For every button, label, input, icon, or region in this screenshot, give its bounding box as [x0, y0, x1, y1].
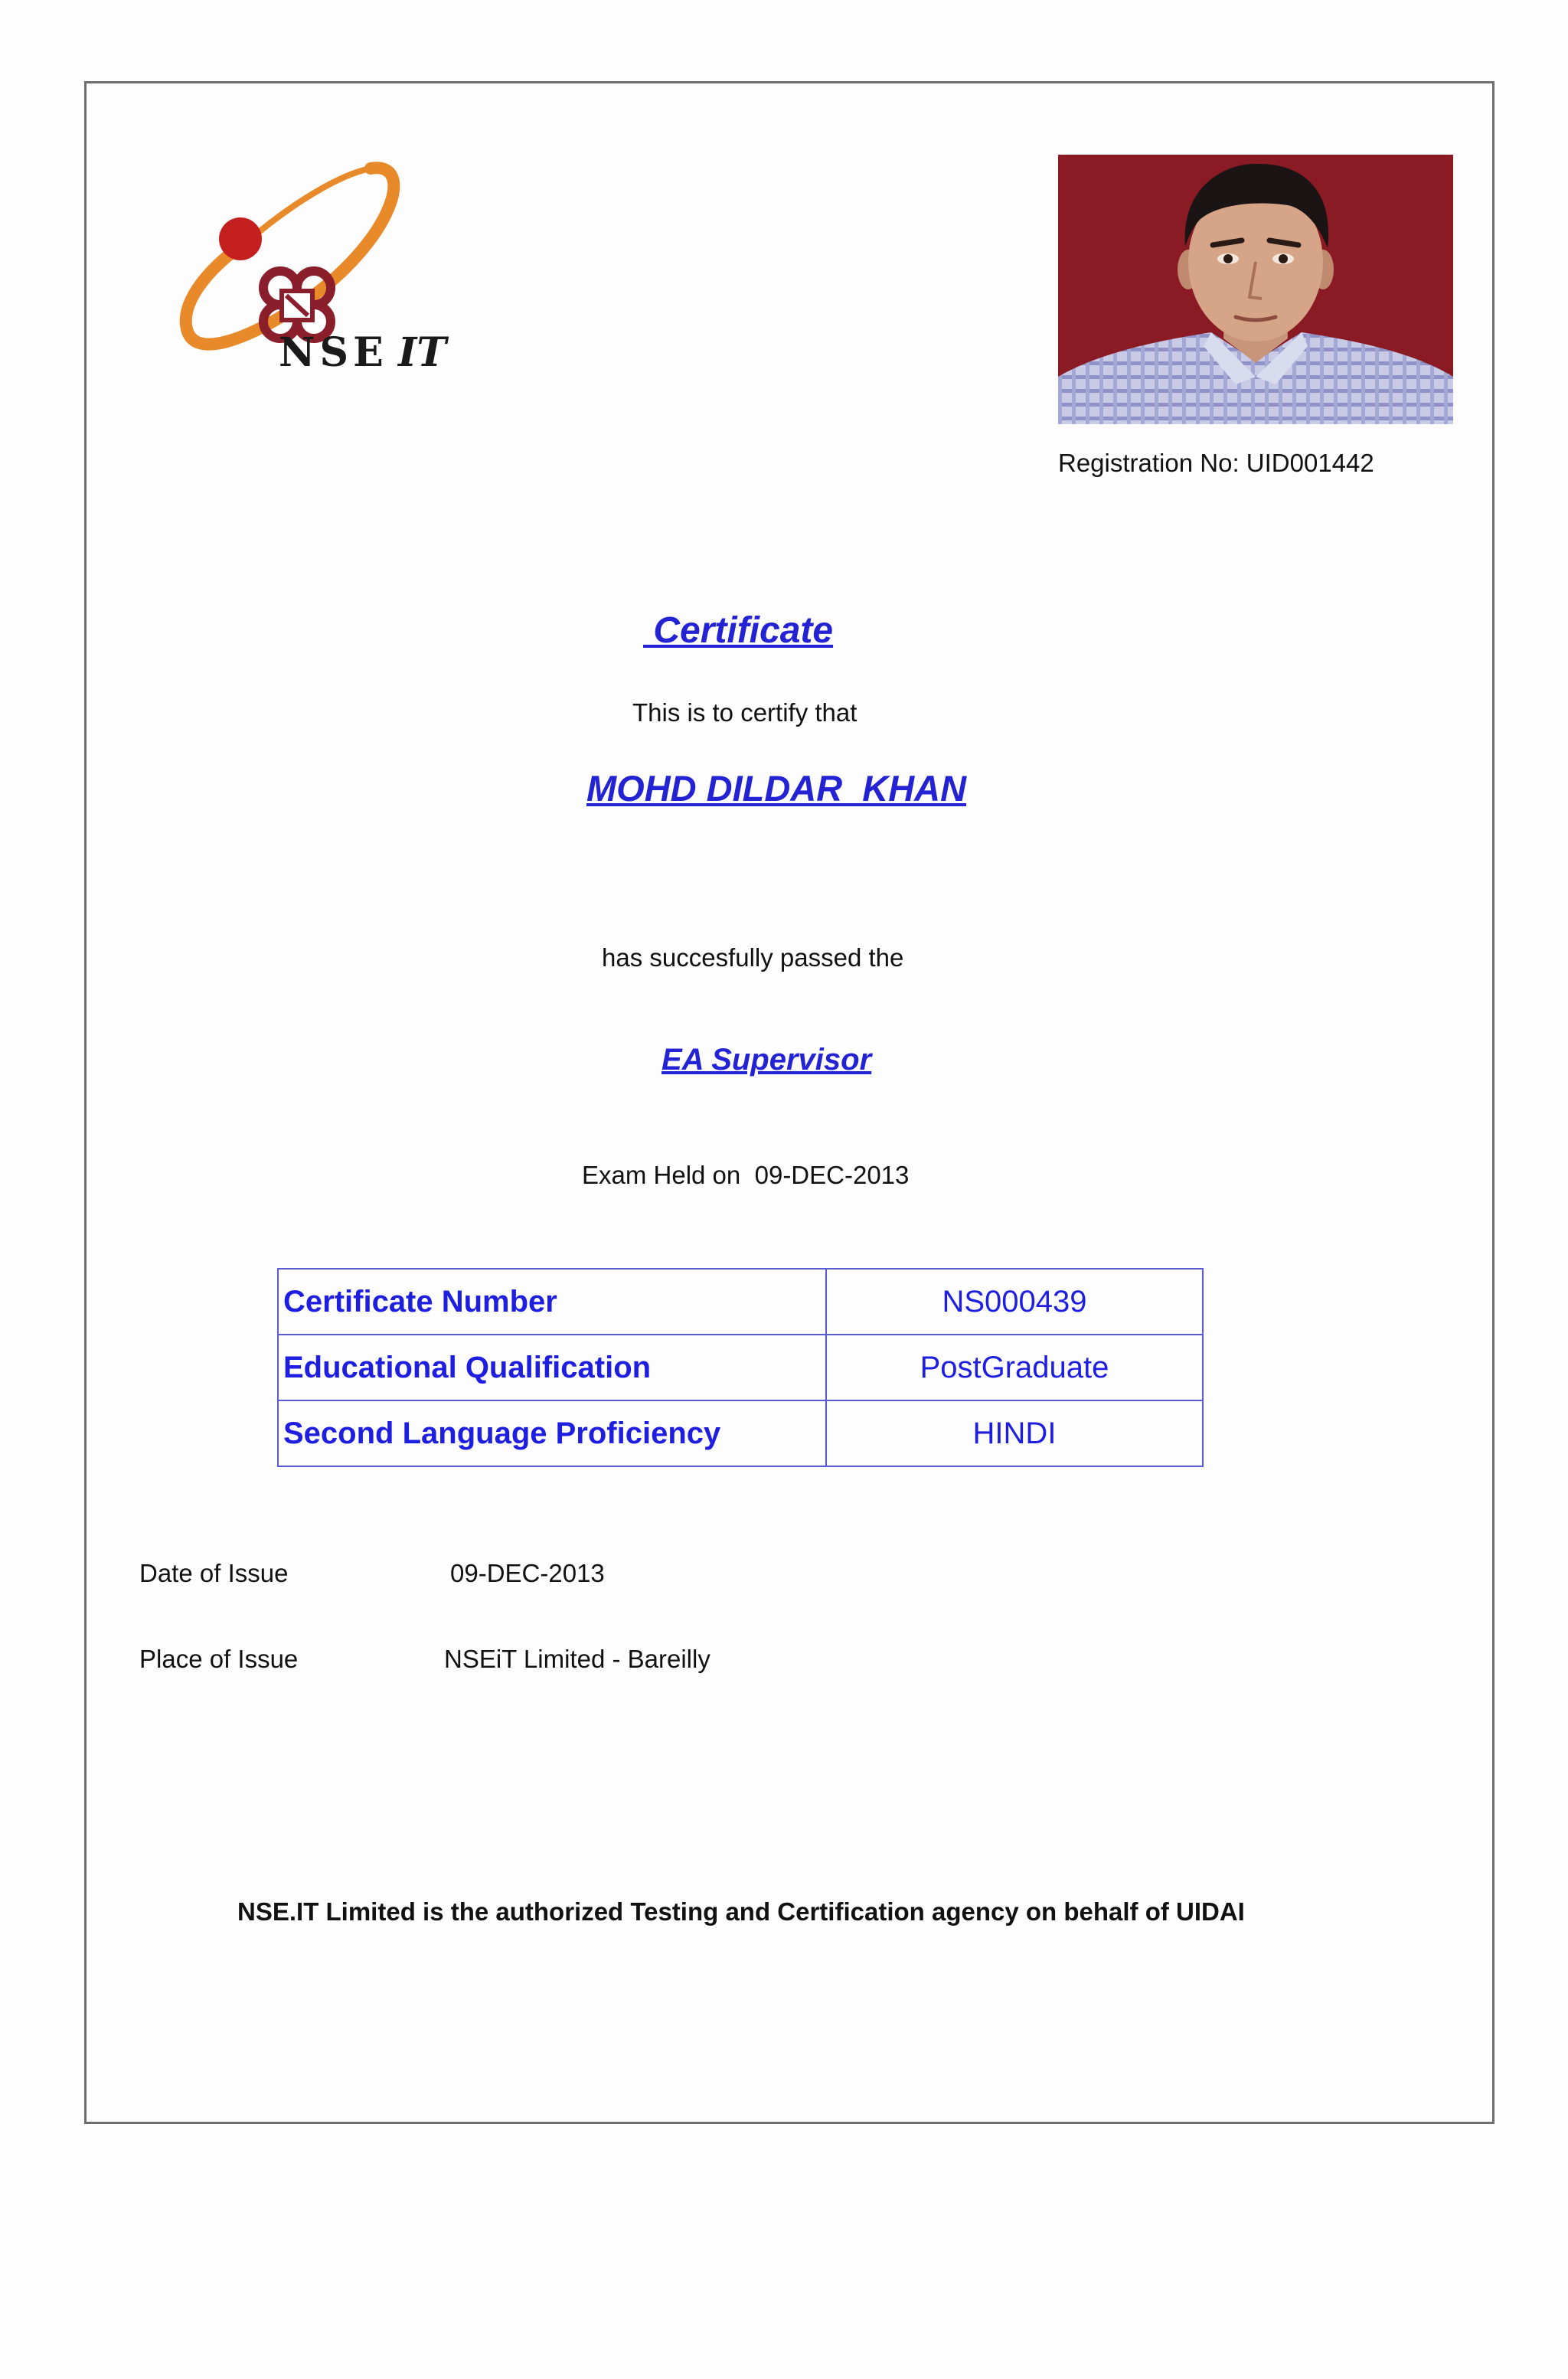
detail-label: Educational Qualification [278, 1335, 826, 1400]
table-row [278, 1269, 1203, 1335]
certificate-title: Certificate [643, 610, 834, 651]
detail-value: PostGraduate [826, 1335, 1203, 1400]
exam-held-date: 09-DEC-2013 [754, 1161, 910, 1189]
detail-value: NS000439 [826, 1269, 1203, 1335]
exam-name: EA Supervisor [662, 1043, 872, 1077]
nseit-logo [164, 153, 470, 375]
registration-label: Registration No: [1058, 449, 1240, 477]
detail-label: Second Language Proficiency [278, 1400, 826, 1466]
detail-value: HINDI [826, 1400, 1203, 1466]
registration-number [1058, 449, 1374, 478]
date-of-issue-value: 09-DEC-2013 [450, 1559, 605, 1587]
detail-label: Certificate Number [278, 1269, 826, 1335]
certify-line: This is to certify that [632, 698, 858, 727]
passed-line: has succesfully passed the [602, 943, 904, 972]
exam-held-line [582, 1161, 909, 1190]
table-row [278, 1400, 1203, 1466]
date-of-issue-label: Date of Issue [139, 1559, 289, 1587]
exam-held-label: Exam Held on [582, 1161, 741, 1189]
place-of-issue-label: Place of Issue [139, 1645, 299, 1673]
svg-text:IT: IT [398, 329, 447, 375]
candidate-name: MOHD DILDAR KHAN [586, 768, 967, 809]
authorization-footer: NSE.IT Limited is the authorized Testing and Certification agency on behalf of UIDAI [237, 1897, 1245, 1926]
place-of-issue-value: NSEiT Limited - Bareilly [444, 1645, 710, 1673]
registration-value: UID001442 [1246, 449, 1374, 477]
table-row [278, 1335, 1203, 1400]
svg-text:NSE: NSE [279, 329, 388, 375]
details-table [277, 1268, 1204, 1467]
candidate-photo [1058, 155, 1453, 424]
